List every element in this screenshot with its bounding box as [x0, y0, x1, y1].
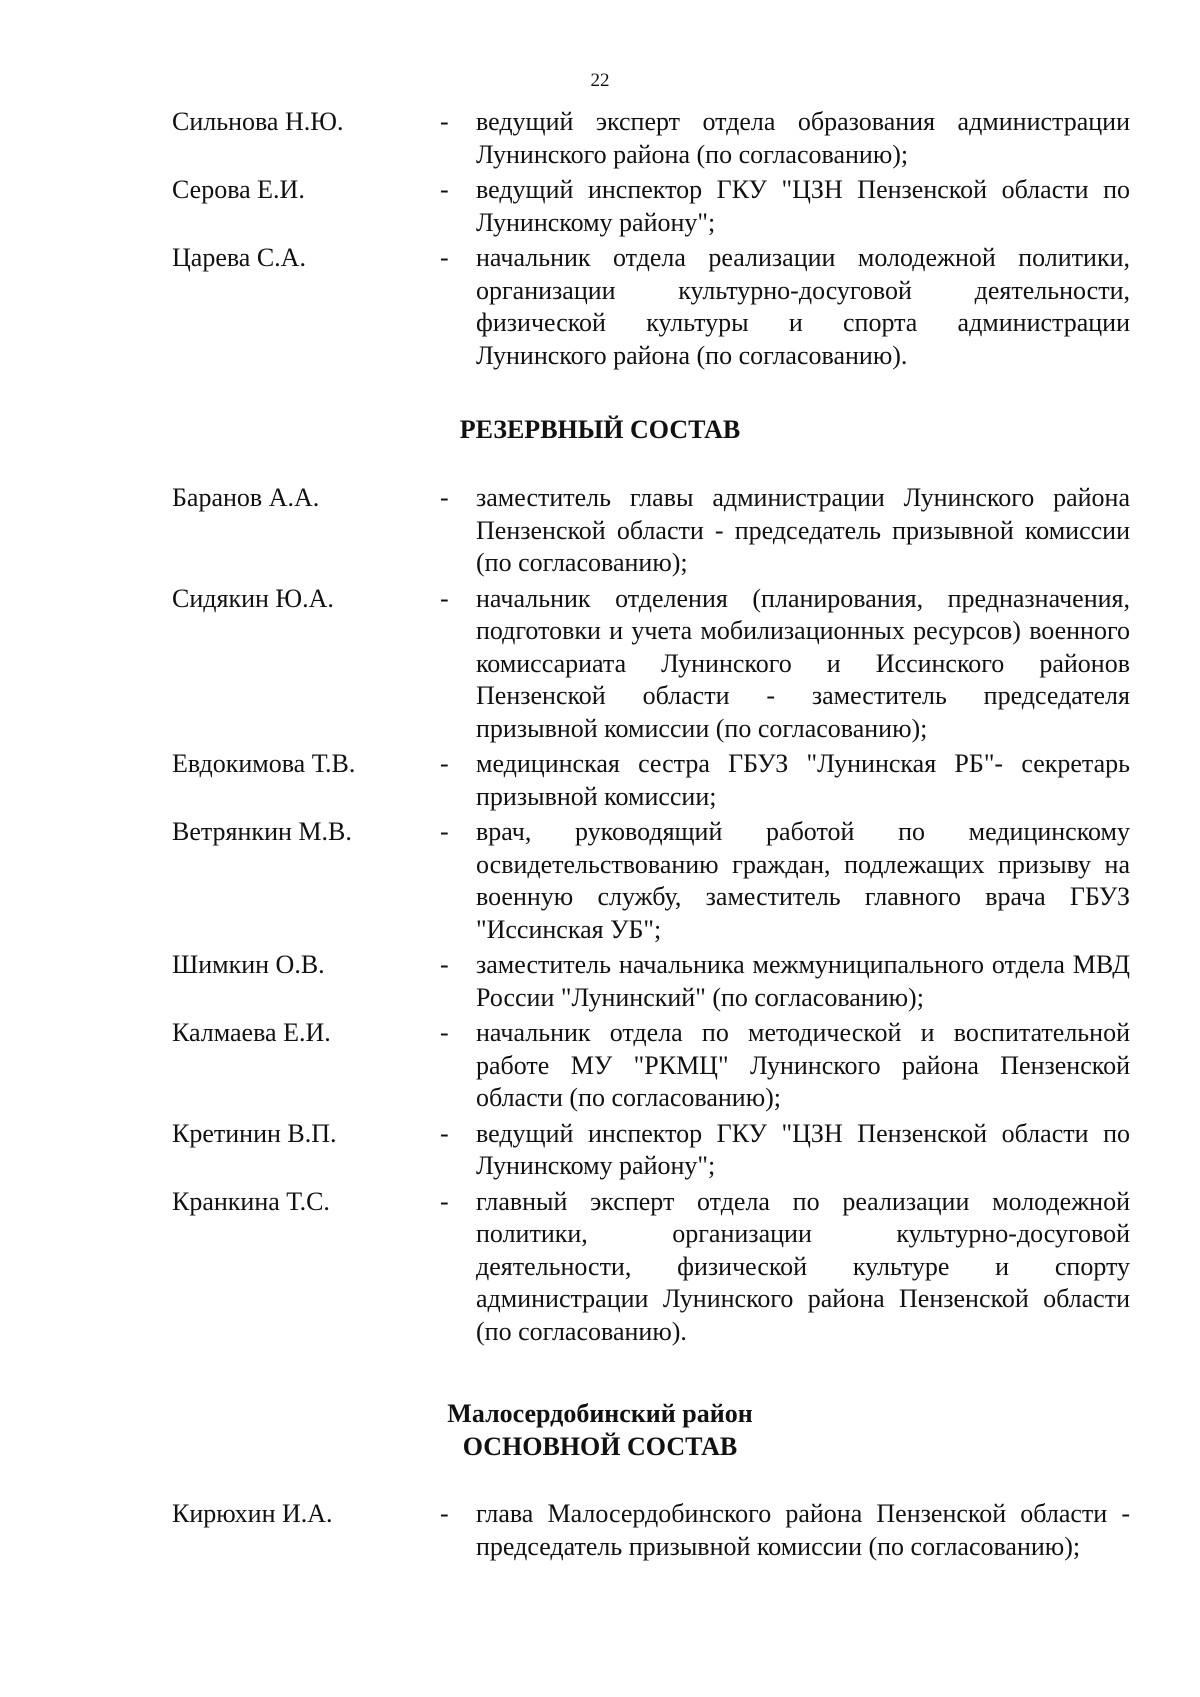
member-position: ведущий инспектор ГКУ "ЦЗН Пензенской области по Лунинскому району";	[476, 1118, 1130, 1180]
member-position: заместитель главы администрации Лунинского района Пензенской области - председатель призывной комиссии (по согласованию);	[476, 483, 1130, 577]
dash-separator: -	[440, 1499, 449, 1528]
dash-separator: -	[440, 583, 449, 613]
dash-separator: -	[440, 950, 449, 979]
member-name: Шимкин О.В.	[172, 950, 325, 979]
list-item	[172, 1186, 1130, 1349]
dash-separator: -	[440, 107, 449, 136]
member-list-main-continued	[172, 106, 1130, 375]
member-list-main	[172, 1498, 1130, 1566]
member-name: Сидякин Ю.А.	[172, 583, 334, 613]
section-heading-main: ОСНОВНОЙ СОСТАВ	[462, 1432, 738, 1461]
dash-separator: -	[440, 1118, 449, 1148]
dash-separator: -	[440, 175, 449, 204]
member-position: главный эксперт отдела по реализации молодежной политики, организации культурно-досуговой деятельности, физической культуре и спорту администрации Лунинского района Пензенской области (по согласованию).	[476, 1186, 1130, 1346]
list-item	[172, 174, 1130, 239]
district-heading: Малосердобинский район	[447, 1399, 753, 1428]
member-position: ведущий эксперт отдела образования администрации Лунинского района (по согласованию);	[476, 107, 1130, 169]
member-position: глава Малосердобинского района Пензенской области - председатель призывной комиссии (по согласованию);	[476, 1499, 1130, 1561]
dash-separator: -	[440, 1186, 449, 1216]
member-name: Серова Е.И.	[172, 175, 305, 204]
dash-separator: -	[440, 243, 449, 272]
list-item	[172, 949, 1130, 1014]
list-item	[172, 1118, 1130, 1183]
member-position: врач, руководящий работой по медицинскому освидетельствованию граждан, подлежащих призыву на военную службу, заместитель главного врача ГБУЗ "Иссинская УБ";	[476, 817, 1130, 944]
member-position: медицинская сестра ГБУЗ "Лунинская РБ"- секретарь призывной комиссии;	[476, 749, 1130, 811]
member-name: Ветрянкин М.В.	[172, 817, 352, 846]
member-name: Царева С.А.	[172, 243, 306, 272]
member-name: Калмаева Е.И.	[172, 1018, 331, 1047]
member-name: Кирюхин И.А.	[172, 1499, 333, 1528]
list-item	[172, 242, 1130, 372]
member-position: начальник отдела по методической и воспитательной работе МУ "РКМЦ" Лунинского района Пензенской области (по согласованию);	[476, 1018, 1130, 1112]
page-number: 22	[590, 70, 610, 91]
list-item	[172, 482, 1130, 580]
section-heading-reserve: РЕЗЕРВНЫЙ СОСТАВ	[459, 415, 741, 444]
member-name: Баранов А.А.	[172, 483, 320, 512]
member-list-reserve	[172, 482, 1130, 1351]
dash-separator: -	[440, 483, 449, 512]
list-item	[172, 816, 1130, 946]
member-position: начальник отделения (планирования, предназначения, подготовки и учета мобилизационных ресурсов) военного комиссариата Лунинского и Иссинского районов Пензенской области - заместитель председателя призывной комиссии (по согласованию);	[476, 583, 1130, 743]
list-item	[172, 748, 1130, 813]
dash-separator: -	[440, 1018, 449, 1047]
dash-separator: -	[440, 817, 449, 846]
member-position: начальник отдела реализации молодежной политики, организации культурно-досуговой деятельности, физической культуры и спорта администрации Лунинского района (по согласованию).	[476, 243, 1130, 370]
list-item	[172, 106, 1130, 171]
list-item	[172, 1017, 1130, 1115]
member-name: Евдокимова Т.В.	[172, 749, 356, 778]
list-item	[172, 1498, 1130, 1563]
member-position: заместитель начальника межмуниципального отдела МВД России "Лунинский" (по согласованию);	[476, 950, 1130, 1012]
member-position: ведущий инспектор ГКУ "ЦЗН Пензенской области по Лунинскому району";	[476, 175, 1130, 237]
list-item	[172, 583, 1130, 746]
member-name: Кретинин В.П.	[172, 1118, 337, 1148]
member-name: Сильнова Н.Ю.	[172, 107, 344, 136]
member-name: Кранкина Т.С.	[172, 1186, 330, 1216]
dash-separator: -	[440, 749, 449, 778]
